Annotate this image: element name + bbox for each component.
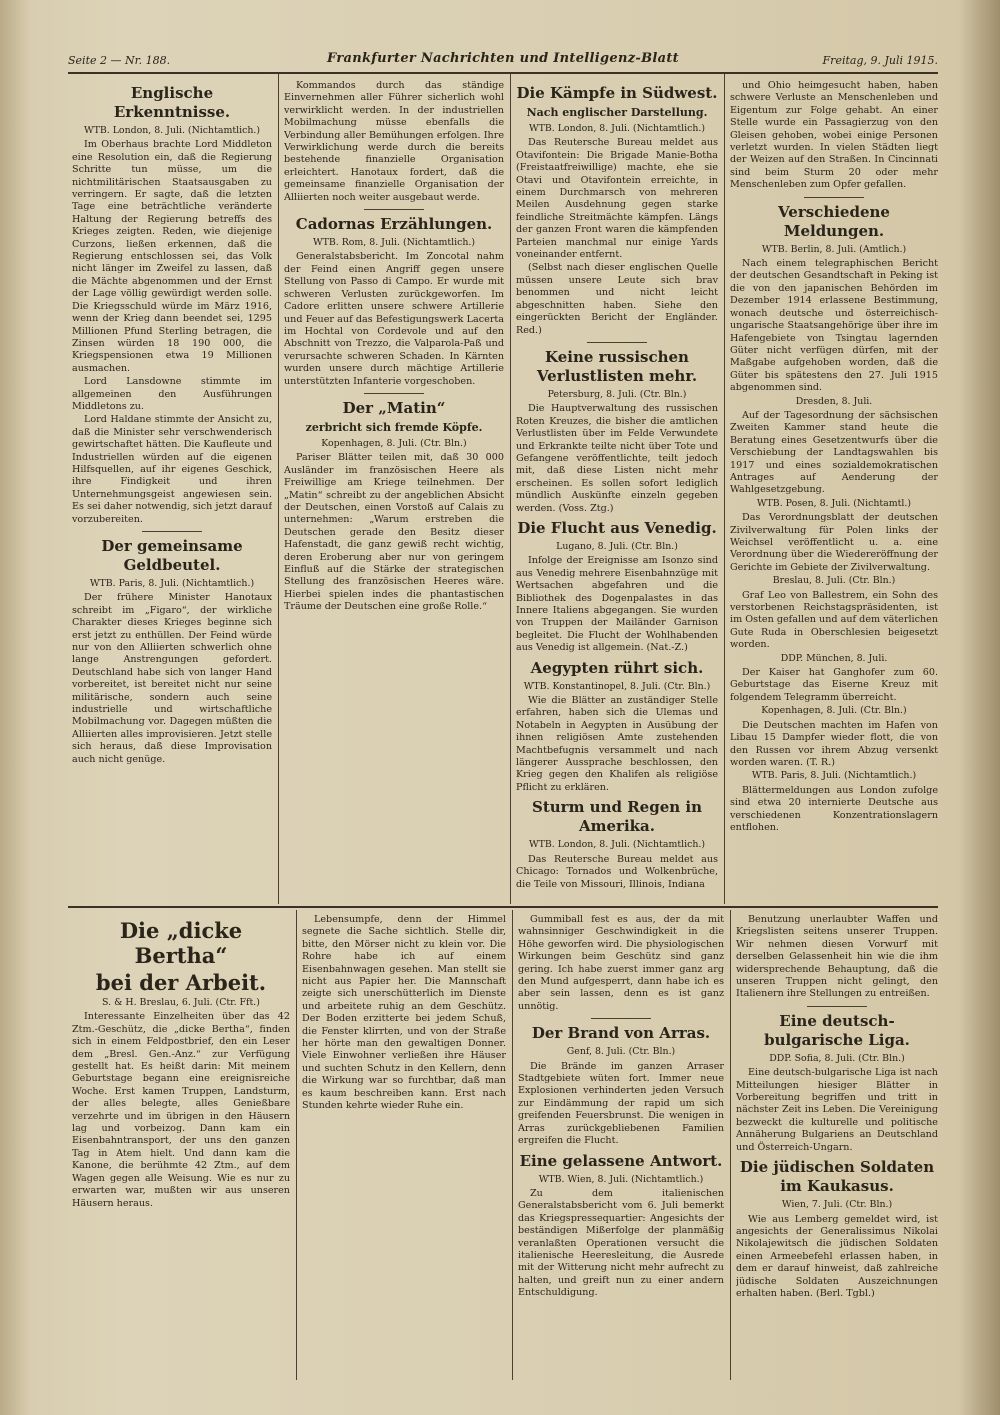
- lower-column-2: [302, 914, 506, 1382]
- article-paragraph: Lord Haldane stimmte der Ansicht zu, daß die Minister sehr verschwenderisch gewirtschaftet hätten. Die Kaufleute und Industriellen würden auf die eigenen Hilfsquellen, auf ihr eigenes Geschick, ihre Findigkeit und ihren Unternehmungsgeist angewiesen sein. Es sei daher notwendig, sich jetzt darauf vorzubereiten.: [72, 414, 272, 525]
- article-paragraph: Das Reutersche Bureau meldet aus Otavifontein: Die Brigade Manie-Botha (Freistaatfreiwillige) machte, ehe sie Otavi und Otavifontein erreichte, in einem Durchmarsch von mehreren Meilen Ausdehnung gegen starke feindliche Streitmächte kämpfen. Längs der ganzen Front waren die kämpfenden Parteien manchmal nur einige Yards voneinander entfernt.: [516, 137, 718, 261]
- article-paragraph: Der frühere Minister Hanotaux schreibt im „Figaro“, der wirkliche Charakter dieses Krieges beginne sich erst jetzt zu enthüllen. Der Feind würde nur von den Alliierten schwerlich ohne lange Anstrengungen gefordert. Deutschland habe sich von langer Hand vorbereitet, ist bereitet nicht nur seine militärische, sondern auch seine industrielle und wirtschaftliche Mobilmachung vor. Dagegen müßten die Alliierten alles improvisieren. Jetzt stelle sich heraus, daß diese Improvisation auch nicht genüge.: [72, 592, 272, 765]
- headline-matin: Der „Matin“: [342, 398, 446, 417]
- article-separator: [364, 393, 424, 394]
- headline-cadornas-erzaehlungen: Cadornas Erzählungen.: [295, 215, 493, 234]
- article-paragraph: Das Verordnungsblatt der deutschen Zivilverwaltung für Polen links der Weichsel veröffentlicht u. a. eine Verordnung über die Wiedereröffnung der Gerichte im Gebiete der Zivilverwaltung.: [730, 512, 938, 573]
- column-rule: [724, 74, 725, 904]
- column-rule: [512, 910, 513, 1380]
- article-paragraph: Der Kaiser hat Ganghofer zum 60. Geburtstage das Eiserne Kreuz mit folgendem Telegramm überreicht.: [730, 667, 938, 703]
- headline-gelassene-antwort: Eine gelassene Antwort.: [519, 1151, 723, 1170]
- headline-sturm-amerika: Sturm und Regen in Amerika.: [532, 798, 702, 836]
- subheadline: Nach englischer Darstellung.: [526, 106, 708, 119]
- article-separator: [807, 1006, 867, 1007]
- article-paragraph: Die Hauptverwaltung des russischen Roten Kreuzes, die bisher die amtlichen Verlustlisten über im Felde Verwundete und Erkrankte teilte nicht über Tote und Gefangene veröffentlichte, teilt jedoch mit, daß diese Listen nicht mehr erscheinen. Es sollen sofort lediglich mündlich Auskünfte einzeln gegeben werden. (Voss. Ztg.): [516, 403, 718, 514]
- column-rule: [730, 910, 731, 1380]
- headline-verschiedene-meldungen: Verschiedene Meldungen.: [778, 202, 890, 240]
- article-paragraph: Die Deutschen machten im Hafen von Libau 15 Dampfer wieder flott, die von den Russen vor ihrem Abzug versenkt worden waren. (T. R.): [730, 719, 938, 768]
- article-paragraph: Eine deutsch-bulgarische Liga ist nach Mitteilungen hiesiger Blätter in Vorbereitung begriffen und tritt in nächster Zeit ins Leben. Die Vereinigung bezweckt die kulturelle und politische Annäherung Bulgariens an Deutschland und Österreich-Ungarn.: [736, 1067, 938, 1153]
- article-paragraph: Wie die Blätter an zuständiger Stelle erfahren, haben sich die Ulemas und Notabeln in Aegypten in Ausübung der ihnen religiösen Amte zustehenden Machtbefugnis versammelt und nach längerer Aussprache beschlossen, den Krieg gegen den Khalifen als religiöse Pflicht zu erklären.: [516, 695, 718, 793]
- column-rule: [278, 74, 279, 904]
- section-rule: [68, 906, 938, 908]
- masthead: [68, 50, 938, 74]
- article-paragraph: Das Reutersche Bureau meldet aus Chicago: Tornados und Wolkenbrüche, die Teile von Missouri, Illinois, Indiana: [516, 853, 718, 890]
- article-paragraph: Gummiball fest es aus, der da mit wahnsinniger Geschwindigkeit in die Höhe geworfen wird. Die physiologischen Wirkungen beim Geschütz sind ganz gering. Ich habe zuerst immer ganz arg den Mund aufgesperrt, dann habe ich es aber sein lassen, denn es ist ganz unnötig.: [518, 914, 724, 1012]
- article-paragraph: Kommandos durch das ständige Einvernehmen aller Führer sicherlich wohl verwirklicht werden. In der industriellen Mobilmachung müsse ebenfalls die Verbindung aller Bemühungen erfolgen. Ihre Verwirklichung werde durch die bereits bestehende finanzielle Organisation erleichtert. Hanotaux fordert, daß die gemeinsame finanzielle Organisation der Alliierten noch weiter ausgebaut werde.: [284, 80, 504, 203]
- headline-aegypten: Aegypten rührt sich.: [530, 658, 704, 677]
- dateline: Breslau, 8. Juli. (Ctr. Bln.): [772, 575, 896, 587]
- article-paragraph: Zu dem italienischen Generalstabsbericht vom 6. Juli bemerkt das Kriegspressequartier: Angesichts der beständigen Mißerfolge der planmäßig veranlaßten Operationen versucht die italienische Heeresleitung, die Ausrede mit der Witterung nicht mehr aufrecht zu halten, und greift nun zu einer andern Entschuldigung.: [518, 1187, 724, 1299]
- article-separator: [142, 531, 202, 532]
- lower-column-3: [518, 914, 724, 1382]
- article-separator: [804, 197, 864, 198]
- dateline: Lugano, 8. Juli. (Ctr. Bln.): [556, 540, 678, 552]
- article-separator: [587, 342, 647, 343]
- article-paragraph: und Ohio heimgesucht haben, haben schwere Verluste an Menschenleben und Eigentum zur Folge gehabt. An einer Stelle wurde ein Passagierzug von den Gleisen gehoben, wobei einige Personen verletzt wurden. In vielen Städten liegt der Weizen auf den Straßen. In Cincinnati sind beim Sturm 20 oder mehr Menschenleben zum Opfer gefallen.: [730, 80, 938, 191]
- dateline: Kopenhagen, 8. Juli. (Ctr. Bln.): [761, 705, 907, 717]
- article-paragraph: Im Oberhaus brachte Lord Middleton eine Resolution ein, daß die Regierung Schritte tun müsse, um die nichtmilitärischen Staatsausgaben zu verringern. Er sagte, daß die letzten Tage eine beträchtliche veränderte Haltung der Regierung betreffs des Krieges zeigten. Reden, wie diejenige Curzons, ließen erkennen, daß die Regierung entschlossen sei, das Volk nicht länger im Zweifel zu lassen, daß die Mächte abgenommen und der Ernst der Lage völlig gewürdigt werden solle. Die Kriegsschuld würde im März 1916, wenn der Krieg dann beendet sei, 1295 Millionen Pfund Sterling betragen, die Zinsen würden 18 190 000, die Kriegspensionen etwa 19 Millionen ausmachen.: [72, 139, 272, 374]
- headline-deutsch-bulgarische-liga: Eine deutsch-bulgarische Liga.: [764, 1011, 910, 1049]
- dateline: Petersburg, 8. Juli. (Ctr. Bln.): [547, 388, 687, 400]
- column-rule: [296, 910, 297, 1380]
- article-paragraph: Lord Lansdowne stimmte im allgemeinen den Ausführungen Middletons zu.: [72, 376, 272, 412]
- dateline: WTB. London, 8. Juli. (Nichtamtlich.): [83, 125, 261, 136]
- page-number: Seite 2 — Nr. 188.: [68, 54, 171, 67]
- dateline: DDP. München, 8. Juli.: [780, 652, 888, 664]
- article-paragraph: Generalstabsbericht. Im Zoncotal nahm der Feind einen Angriff gegen unsere Stellung von Passo di Campo. Er wurde mit schweren Verlusten zurückgeworfen. Im Cadore erlitten unsere schwere Artillerie und Feuer auf das Befestigungswerk Lacerta im Hochtal von Cordevole und auf den Abschnitt von Trezzo, die Valparola-Paß und verursachte schweren Schaden. In Kärnten wurden unsere durch mächtige Artillerie unterstützten Infanterie vorgeschoben.: [284, 251, 504, 387]
- newspaper-title: Frankfurter Nachrichten und Intelligenz-Blatt: [327, 51, 679, 66]
- dateline: Genf, 8. Juli. (Ctr. Bln.): [566, 1046, 676, 1058]
- dateline: DDP. Sofia, 8. Juli. (Ctr. Bln.): [769, 1052, 905, 1064]
- headline-dicke-bertha: Die „dicke Bertha“: [119, 918, 243, 968]
- dateline: WTB. Wien, 8. Juli. (Nichtamtlich.): [538, 1173, 704, 1185]
- headline-dicke-bertha-line2: bei der Arbeit.: [95, 970, 267, 995]
- article-separator: [364, 209, 424, 210]
- dateline: WTB. Berlin, 8. Juli. (Amtlich.): [761, 243, 907, 255]
- article-paragraph: (Selbst nach dieser englischen Quelle müssen unsere Leute sich brav benommen und nicht leicht abgeschnitten haben. Siehe den eingerückten Bericht der Engländer. Red.): [516, 262, 718, 336]
- article-paragraph: Wie aus Lemberg gemeldet wird, ist angesichts der Generalissimus Nikolai Nikolajewitsch die jüdischen Soldaten einen Armeebefehl erlassen haben, in dem er darauf hinweist, daß zahlreiche jüdische Soldaten Auszeichnungen erhalten haben. (Berl. Tgbl.): [736, 1213, 938, 1299]
- article-paragraph: Nach einem telegraphischen Bericht der deutschen Gesandtschaft in Peking ist die von den japanischen Behörden im Dezember 1914 erlassene Bestimmung, wonach deutsche und österreichisch-ungarische Staatsangehörige über ihre im Hafengebiete von Tsingtau lagernden Güter nicht verfügen dürfen, mit der Maßgabe aufgehoben worden, daß die Güter bis spätestens den 27. Juli 1915 abgenommen sind.: [730, 258, 938, 394]
- dateline: S. & H. Breslau, 6. Juli. (Ctr. Fft.): [102, 997, 260, 1008]
- lower-column-1: [72, 912, 290, 1382]
- headline-englische-erkenntnisse: Englische Erkenntnisse.: [113, 84, 231, 121]
- dateline: Dresden, 8. Juli.: [795, 395, 873, 407]
- lower-column-4: [736, 914, 938, 1382]
- article-paragraph: Die Brände im ganzen Arraser Stadtgebiete wüten fort. Immer neue Explosionen verhinderten jeden Versuch zur Eindämmung der rapid um sich greifenden Feuersbrunst. Die wenigen in Arras zurückgebliebenen Familien ergreifen die Flucht.: [518, 1060, 724, 1147]
- dateline: Wien, 7. Juli. (Ctr. Bln.): [781, 1199, 893, 1211]
- column-2: [284, 80, 504, 902]
- issue-date: Freitag, 9. Juli 1915.: [822, 54, 938, 67]
- article-paragraph: Blättermeldungen aus London zufolge sind etwa 20 internierte Deutsche aus verschiedenen Konzentrationslagern entflohen.: [730, 784, 938, 833]
- article-paragraph: Infolge der Ereignisse am Isonzo sind aus Venedig mehrere Eisenbahnzüge mit Wertsachen abgefahren und die Bibliothek des Dogenpalastes in das Innere Italiens abgegangen. Sie wurden von Truppen der Mailänder Garnison begleitet. Die Flucht der Wohlhabenden aus Venedig ist allgemein. (Nat.-Z.): [516, 555, 718, 654]
- article-paragraph: Pariser Blätter teilen mit, daß 30 000 Ausländer im französischen Heere als Freiwillige am Kriege teilnehmen. Der „Matin“ schreibt zu der angeblichen Absicht der Deutschen, einen Vorstoß auf Calais zu unternehmen: „Warum erstreben die Deutschen gerade den Besitz dieser Hafenstadt, die ganz gewiß recht wichtig, deren Eroberung aber nur von geringem Einfluß auf die Stärke der strategischen Stellung des französischen Heeres wäre. Hierbei spielen indes die phantastischen Träume der Deutschen eine große Rolle.“: [284, 452, 504, 613]
- headline-flucht-venedig: Die Flucht aus Venedig.: [517, 518, 717, 537]
- dateline: WTB. Rom, 8. Juli. (Nichtamtlich.): [312, 237, 476, 249]
- headline-kaempfe-suedwest: Die Kämpfe in Südwest.: [516, 84, 718, 102]
- headline-juedische-soldaten: Die jüdischen Soldaten im Kaukasus.: [739, 1158, 935, 1196]
- article-paragraph: Interessante Einzelheiten über das 42 Ztm.-Geschütz, die „dicke Bertha“, finden sich in einem Feldpostbrief, den ein Leser dem „Bresl. Gen.-Anz.“ zur Verfügung gestellt hat. Es heißt darin: Mit meinem Geburtstage begann eine ereignisreiche Woche. Erst kamen Truppen, Landsturm, der alles belegte, alles Genießbare verzehrte und im übrigen in den Häusern lag und vorbeizog. Dann kam ein Eisenbahntransport, der uns den ganzen Tag in Atem hielt. Und dann kam die Kanone, die berühmte 42 Ztm., auf dem Wagen gegen alle Weisung. Wie es nur zu erwarten war, mußten wir aus unseren Häusern heraus.: [72, 1011, 290, 1209]
- dateline: WTB. London, 8. Juli. (Nichtamtlich.): [528, 123, 706, 134]
- dateline: WTB. Posen, 8. Juli. (Nichtamtl.): [756, 497, 912, 509]
- column-3: [516, 80, 718, 902]
- article-paragraph: Lebensumpfe, denn der Himmel segnete die Sache sichtlich. Stelle dir, bitte, den Mörser nicht zu klein vor. Die Rohre habe ich auf einem Eisenbahnwagen gesehen. Man stellt sie nicht aus Papier her. Die Mannschaft zeigte sich unerschütterlich im Dienste und arbeitete ruhig an dem Geschütz. Der Boden erzitterte bei jedem Schuß, die Fenster klirrten, und von der Straße her hörte man den gewaltigen Donner. Viele Einwohner verließen ihre Häuser und suchten Schutz in den Kellern, denn die Wirkung war so furchtbar, daß man es kaum beschreiben kann. Erst nach Stunden kehrte wieder Ruhe ein.: [302, 914, 506, 1112]
- page-edge-shadow: [958, 0, 1000, 1415]
- dateline: WTB. Paris, 8. Juli. (Nichtamtlich.): [89, 578, 255, 589]
- article-paragraph: Benutzung unerlaubter Waffen und Kriegslisten seitens unserer Truppen. Wir nehmen diesen Vorwurf mit derselben Gelassenheit hin wie die ihm widersprechende Behauptung, daß die unseren Truppen nicht gelingt, den Italienern ihre Stellungen zu entreißen.: [736, 914, 938, 1000]
- headline-gemeinsame-geldbeutel: Der gemeinsame Geldbeutel.: [101, 537, 243, 574]
- dateline: WTB. Konstantinopel, 8. Juli. (Ctr. Bln.): [523, 680, 711, 692]
- subheadline: zerbricht sich fremde Köpfe.: [305, 420, 483, 434]
- headline-brand-arras: Der Brand von Arras.: [531, 1024, 711, 1043]
- dateline: WTB. London, 8. Juli. (Nichtamtlich.): [528, 839, 706, 851]
- headline-verlustlisten: Keine russischen Verlustlisten mehr.: [536, 347, 698, 385]
- column-rule: [510, 74, 511, 904]
- article-separator: [591, 1018, 651, 1019]
- dateline: WTB. Paris, 8. Juli. (Nichtamtlich.): [751, 770, 917, 782]
- article-paragraph: Graf Leo von Ballestrem, ein Sohn des verstorbenen Reichstagspräsidenten, ist im Osten gefallen und auf dem väterlichen Gute Ruda in Oberschlesien beigesetzt worden.: [730, 589, 938, 651]
- column-1: [72, 80, 272, 902]
- column-4: [730, 80, 938, 902]
- article-paragraph: Auf der Tagesordnung der sächsischen Zweiten Kammer stand heute die Beratung eines Gesetzentwurfs über die Verschiebung der Landtagswahlen bis 1917 und eines sozialdemokratischen Antrages auf Aenderung der Wahlgesetzgebung.: [730, 409, 938, 496]
- dateline: Kopenhagen, 8. Juli. (Ctr. Bln.): [321, 437, 467, 449]
